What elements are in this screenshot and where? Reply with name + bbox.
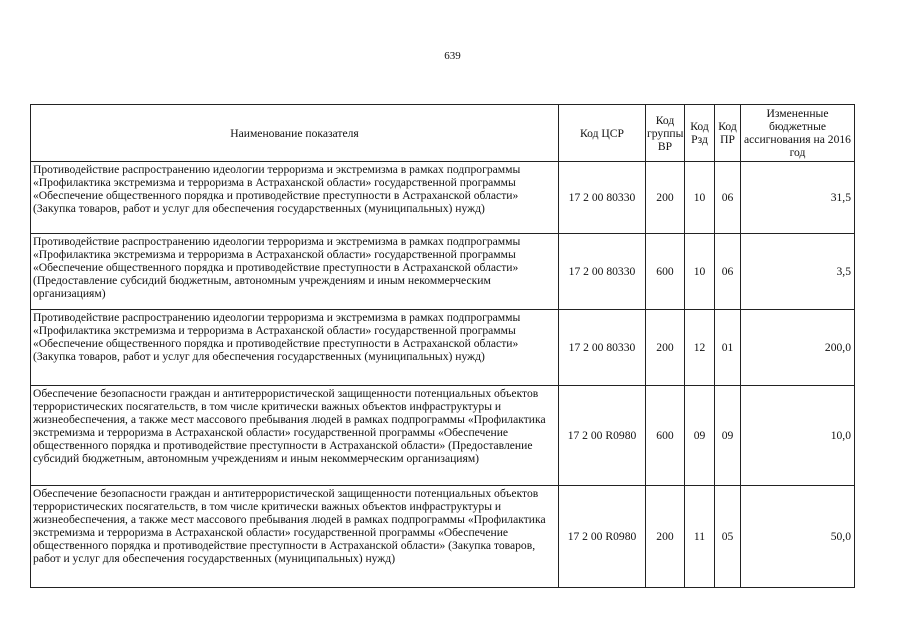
row-vr: 600 (646, 234, 685, 310)
header-vr: Код группы ВР (646, 105, 685, 162)
table-row (31, 310, 855, 386)
row-pr: 06 (715, 162, 741, 234)
row-vr: 200 (646, 310, 685, 386)
budget-table (30, 104, 855, 588)
row-csr: 17 2 00 80330 (559, 162, 646, 234)
row-rzd: 10 (685, 162, 715, 234)
row-amount: 31,5 (741, 162, 855, 234)
row-vr: 600 (646, 386, 685, 486)
row-name: Противодействие распространению идеологии терроризма и экстремизма в рамках подпрограммы «Профилактика экстремизма и терроризма в Астраханской области» государственной программы «Обеспечение общественного порядка и противодействие преступности в Астраханской области» (Закупка товаров, работ и услуг для обеспечения государственных (муниципальных) нужд) (31, 310, 559, 386)
row-pr: 06 (715, 234, 741, 310)
row-pr: 09 (715, 386, 741, 486)
row-csr: 17 2 00 80330 (559, 234, 646, 310)
table-header-row (31, 105, 855, 162)
row-amount: 200,0 (741, 310, 855, 386)
row-amount: 3,5 (741, 234, 855, 310)
table-row (31, 162, 855, 234)
row-csr: 17 2 00 R0980 (559, 386, 646, 486)
row-amount: 10,0 (741, 386, 855, 486)
header-csr: Код ЦСР (559, 105, 646, 162)
row-name: Противодействие распространению идеологии терроризма и экстремизма в рамках подпрограммы «Профилактика экстремизма и терроризма в Астраханской области» государственной программы «Обеспечение общественного порядка и противодействие преступности в Астраханской области» (Закупка товаров, работ и услуг для обеспечения государственных (муниципальных) нужд) (31, 162, 559, 234)
header-pr: Код ПР (715, 105, 741, 162)
row-pr: 05 (715, 486, 741, 588)
row-name: Обеспечение безопасности граждан и антитеррористической защищенности потенциальных объектов террористических посягательств, в том числе критически важных объектов инфраструктуры и жизнеобеспечения, а также мест массового пребывания людей в рамках подпрограммы «Профилактика экстремизма и терроризма в Астраханской области» государственной программы «Обеспечение общественного порядка и противодействие преступности в Астраханской области» (Предоставление субсидий бюджетным, автономным учреждениям и иным некоммерческим организациям) (31, 386, 559, 486)
row-name: Противодействие распространению идеологии терроризма и экстремизма в рамках подпрограммы «Профилактика экстремизма и терроризма в Астраханской области» государственной программы «Обеспечение общественного порядка и противодействие преступности в Астраханской области» (Предоставление субсидий бюджетным, автономным учреждениям и иным некоммерческим организациям) (31, 234, 559, 310)
table-row (31, 234, 855, 310)
row-rzd: 10 (685, 234, 715, 310)
row-csr: 17 2 00 R0980 (559, 486, 646, 588)
header-rzd: Код Рзд (685, 105, 715, 162)
row-rzd: 12 (685, 310, 715, 386)
row-vr: 200 (646, 486, 685, 588)
table-row (31, 486, 855, 588)
header-amount: Измененные бюджетные ассигнования на 2016 год (741, 105, 855, 162)
row-rzd: 11 (685, 486, 715, 588)
row-name: Обеспечение безопасности граждан и антитеррористической защищенности потенциальных объектов террористических посягательств, в том числе критически важных объектов инфраструктуры и жизнеобеспечения, а также мест массового пребывания людей в рамках подпрограммы «Профилактика экстремизма и терроризма в Астраханской области» государственной программы «Обеспечение общественного порядка и противодействие преступности в Астраханской области» (Закупка товаров, работ и услуг для обеспечения государственных (муниципальных) нужд) (31, 486, 559, 588)
row-vr: 200 (646, 162, 685, 234)
row-rzd: 09 (685, 386, 715, 486)
header-name: Наименование показателя (31, 105, 559, 162)
row-csr: 17 2 00 80330 (559, 310, 646, 386)
row-pr: 01 (715, 310, 741, 386)
row-amount: 50,0 (741, 486, 855, 588)
page-number: 639 (444, 50, 461, 62)
table-row (31, 386, 855, 486)
